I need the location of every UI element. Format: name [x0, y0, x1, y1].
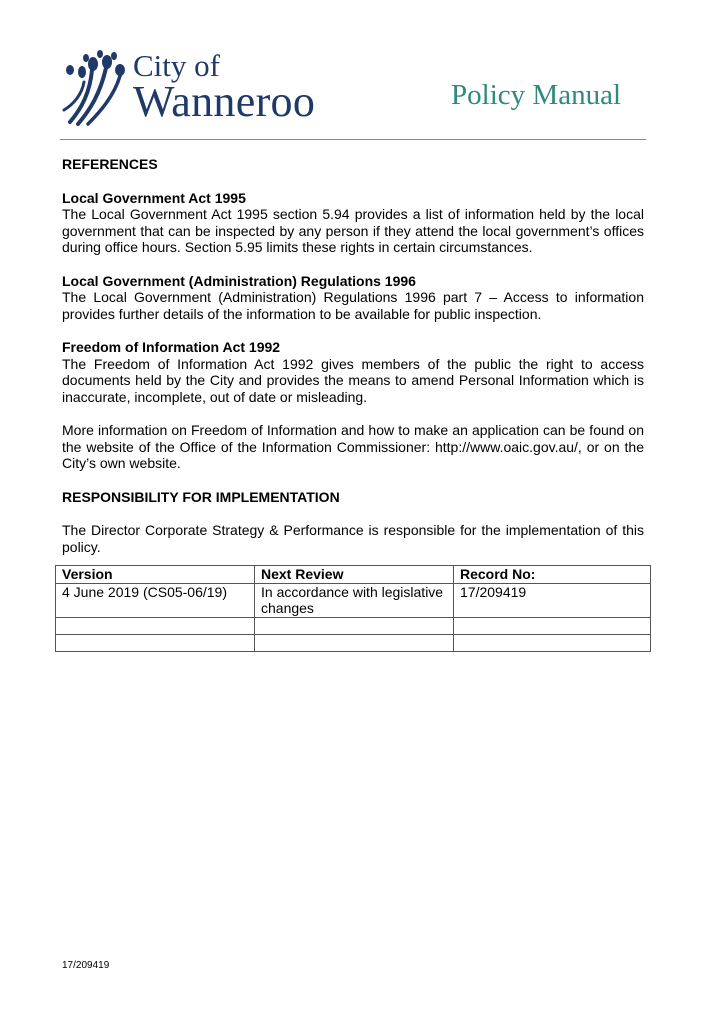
- column-header-next-review: Next Review: [255, 566, 454, 584]
- references-heading: REFERENCES: [62, 156, 158, 172]
- table-row: [56, 617, 651, 634]
- record-table: [55, 565, 651, 652]
- foi-heading: Freedom of Information Act 1992: [62, 339, 281, 355]
- record-table-header-row: [56, 566, 651, 584]
- regs-body: The Local Government (Administration) Regulations 1996 part 7 – Access to information provides further details of the information to be available for public inspection.: [62, 289, 644, 322]
- cell-version: [56, 634, 255, 651]
- page-header: [0, 0, 705, 140]
- regs-heading: Local Government (Administration) Regulations 1996: [62, 272, 416, 289]
- logo-line-wanneroo: Wanneroo: [133, 77, 316, 126]
- logo-line-city-of: City of: [133, 48, 220, 83]
- header-divider: [60, 139, 646, 140]
- cell-record-no: [454, 634, 651, 651]
- lga-body: The Local Government Act 1995 section 5.94 provides a list of information held by the local government that can be inspected by any person if they attend the local government’s offices during office hours. Section 5.95 limits these rights in certain circumstances.: [62, 206, 644, 255]
- cell-record-no: [454, 617, 651, 634]
- cell-version: 4 June 2019 (CS05-06/19): [56, 583, 255, 617]
- policy-manual-title: Policy Manual: [451, 79, 621, 111]
- column-header-record-no: Record No:: [454, 566, 651, 584]
- cell-next-review: [255, 617, 454, 634]
- foi-body: The Freedom of Information Act 1992 gives members of the public the right to access documents held by the City and provides the means to amend Personal Information which is inaccurate, incomplete, out of date or misleading.: [62, 355, 644, 405]
- column-header-version: Version: [56, 566, 255, 584]
- kangaroo-paw-emblem-icon: [60, 48, 132, 128]
- footer-record-number: 17/209419: [62, 960, 110, 971]
- lga-heading: Local Government Act 1995: [62, 189, 246, 206]
- cell-next-review: [255, 634, 454, 651]
- city-of-wanneroo-logo: [60, 48, 330, 128]
- cell-record-no: 17/209419: [454, 583, 651, 617]
- cell-next-review: In accordance with legislative changes: [255, 583, 454, 617]
- document-body: [62, 156, 644, 555]
- table-row: [56, 583, 651, 617]
- more-info-paragraph: More information on Freedom of Information and how to make an application can be found on the website of the Office of the Information Commissioner: http://www.oaic.gov.au/, or on the City’s own website.: [62, 422, 644, 471]
- responsibility-body: The Director Corporate Strategy & Performance is responsible for the implementation of this policy.: [62, 522, 644, 555]
- table-row: [56, 634, 651, 651]
- responsibility-heading: RESPONSIBILITY FOR IMPLEMENTATION: [62, 488, 340, 505]
- cell-version: [56, 617, 255, 634]
